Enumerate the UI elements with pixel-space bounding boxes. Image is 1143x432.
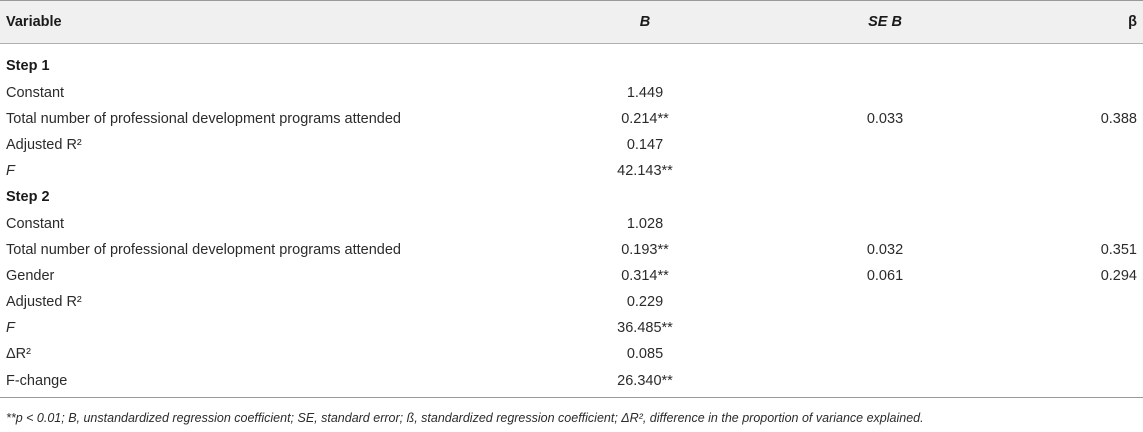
row-variable: F	[6, 320, 15, 336]
row-b: 36.485**	[617, 320, 673, 336]
header-se-b: SE B	[868, 14, 902, 30]
table-row	[0, 80, 1143, 106]
row-variable: F-change	[6, 373, 68, 389]
row-variable: ΔR²	[6, 346, 31, 362]
row-variable: Constant	[6, 85, 65, 101]
row-variable: Total number of professional development programs attended	[6, 242, 401, 258]
row-b: 0.214**	[621, 111, 669, 127]
table-row	[0, 211, 1143, 237]
row-variable: F	[6, 163, 15, 179]
row-variable: Adjusted R²	[6, 137, 82, 153]
table-row	[0, 368, 1143, 394]
header-b: B	[639, 14, 651, 30]
row-b: 0.193**	[621, 242, 669, 258]
row-b: 0.085	[626, 346, 664, 362]
row-b: 0.147	[626, 137, 664, 153]
row-b: 42.143**	[617, 163, 673, 179]
table-row	[0, 315, 1143, 341]
table-row	[0, 158, 1143, 184]
table-row	[0, 237, 1143, 263]
row-variable: Adjusted R²	[6, 294, 82, 310]
table-row	[0, 132, 1143, 158]
row-b: 0.229	[626, 294, 664, 310]
table-row	[0, 184, 1143, 210]
table-footnote: **p < 0.01; B, unstandardized regression coefficient; SE, standard error; ß, standardized regression coefficient; ΔR², difference in the proportion of variance explained.	[6, 411, 924, 425]
row-se: 0.061	[866, 268, 904, 284]
table-row	[0, 263, 1143, 289]
row-beta: 0.294	[1100, 268, 1137, 284]
row-se: 0.033	[866, 111, 904, 127]
row-variable: Gender	[6, 268, 55, 284]
row-b: 0.314**	[621, 268, 669, 284]
row-variable: Total number of professional development programs attended	[6, 111, 401, 127]
row-b: 26.340**	[617, 373, 673, 389]
header-beta: β	[1128, 14, 1137, 30]
step-label: Step 1	[6, 58, 50, 74]
table-header	[0, 0, 1143, 44]
table-row	[0, 106, 1143, 132]
row-beta: 0.388	[1100, 111, 1137, 127]
table-row	[0, 53, 1143, 79]
row-se: 0.032	[866, 242, 904, 258]
step-label: Step 2	[6, 189, 50, 205]
table-bottom-rule	[0, 397, 1143, 398]
table-row	[0, 289, 1143, 315]
row-beta: 0.351	[1100, 242, 1137, 258]
row-b: 1.028	[626, 216, 664, 232]
row-variable: Constant	[6, 216, 65, 232]
table-row	[0, 341, 1143, 367]
row-b: 1.449	[626, 85, 664, 101]
header-variable: Variable	[6, 14, 62, 30]
